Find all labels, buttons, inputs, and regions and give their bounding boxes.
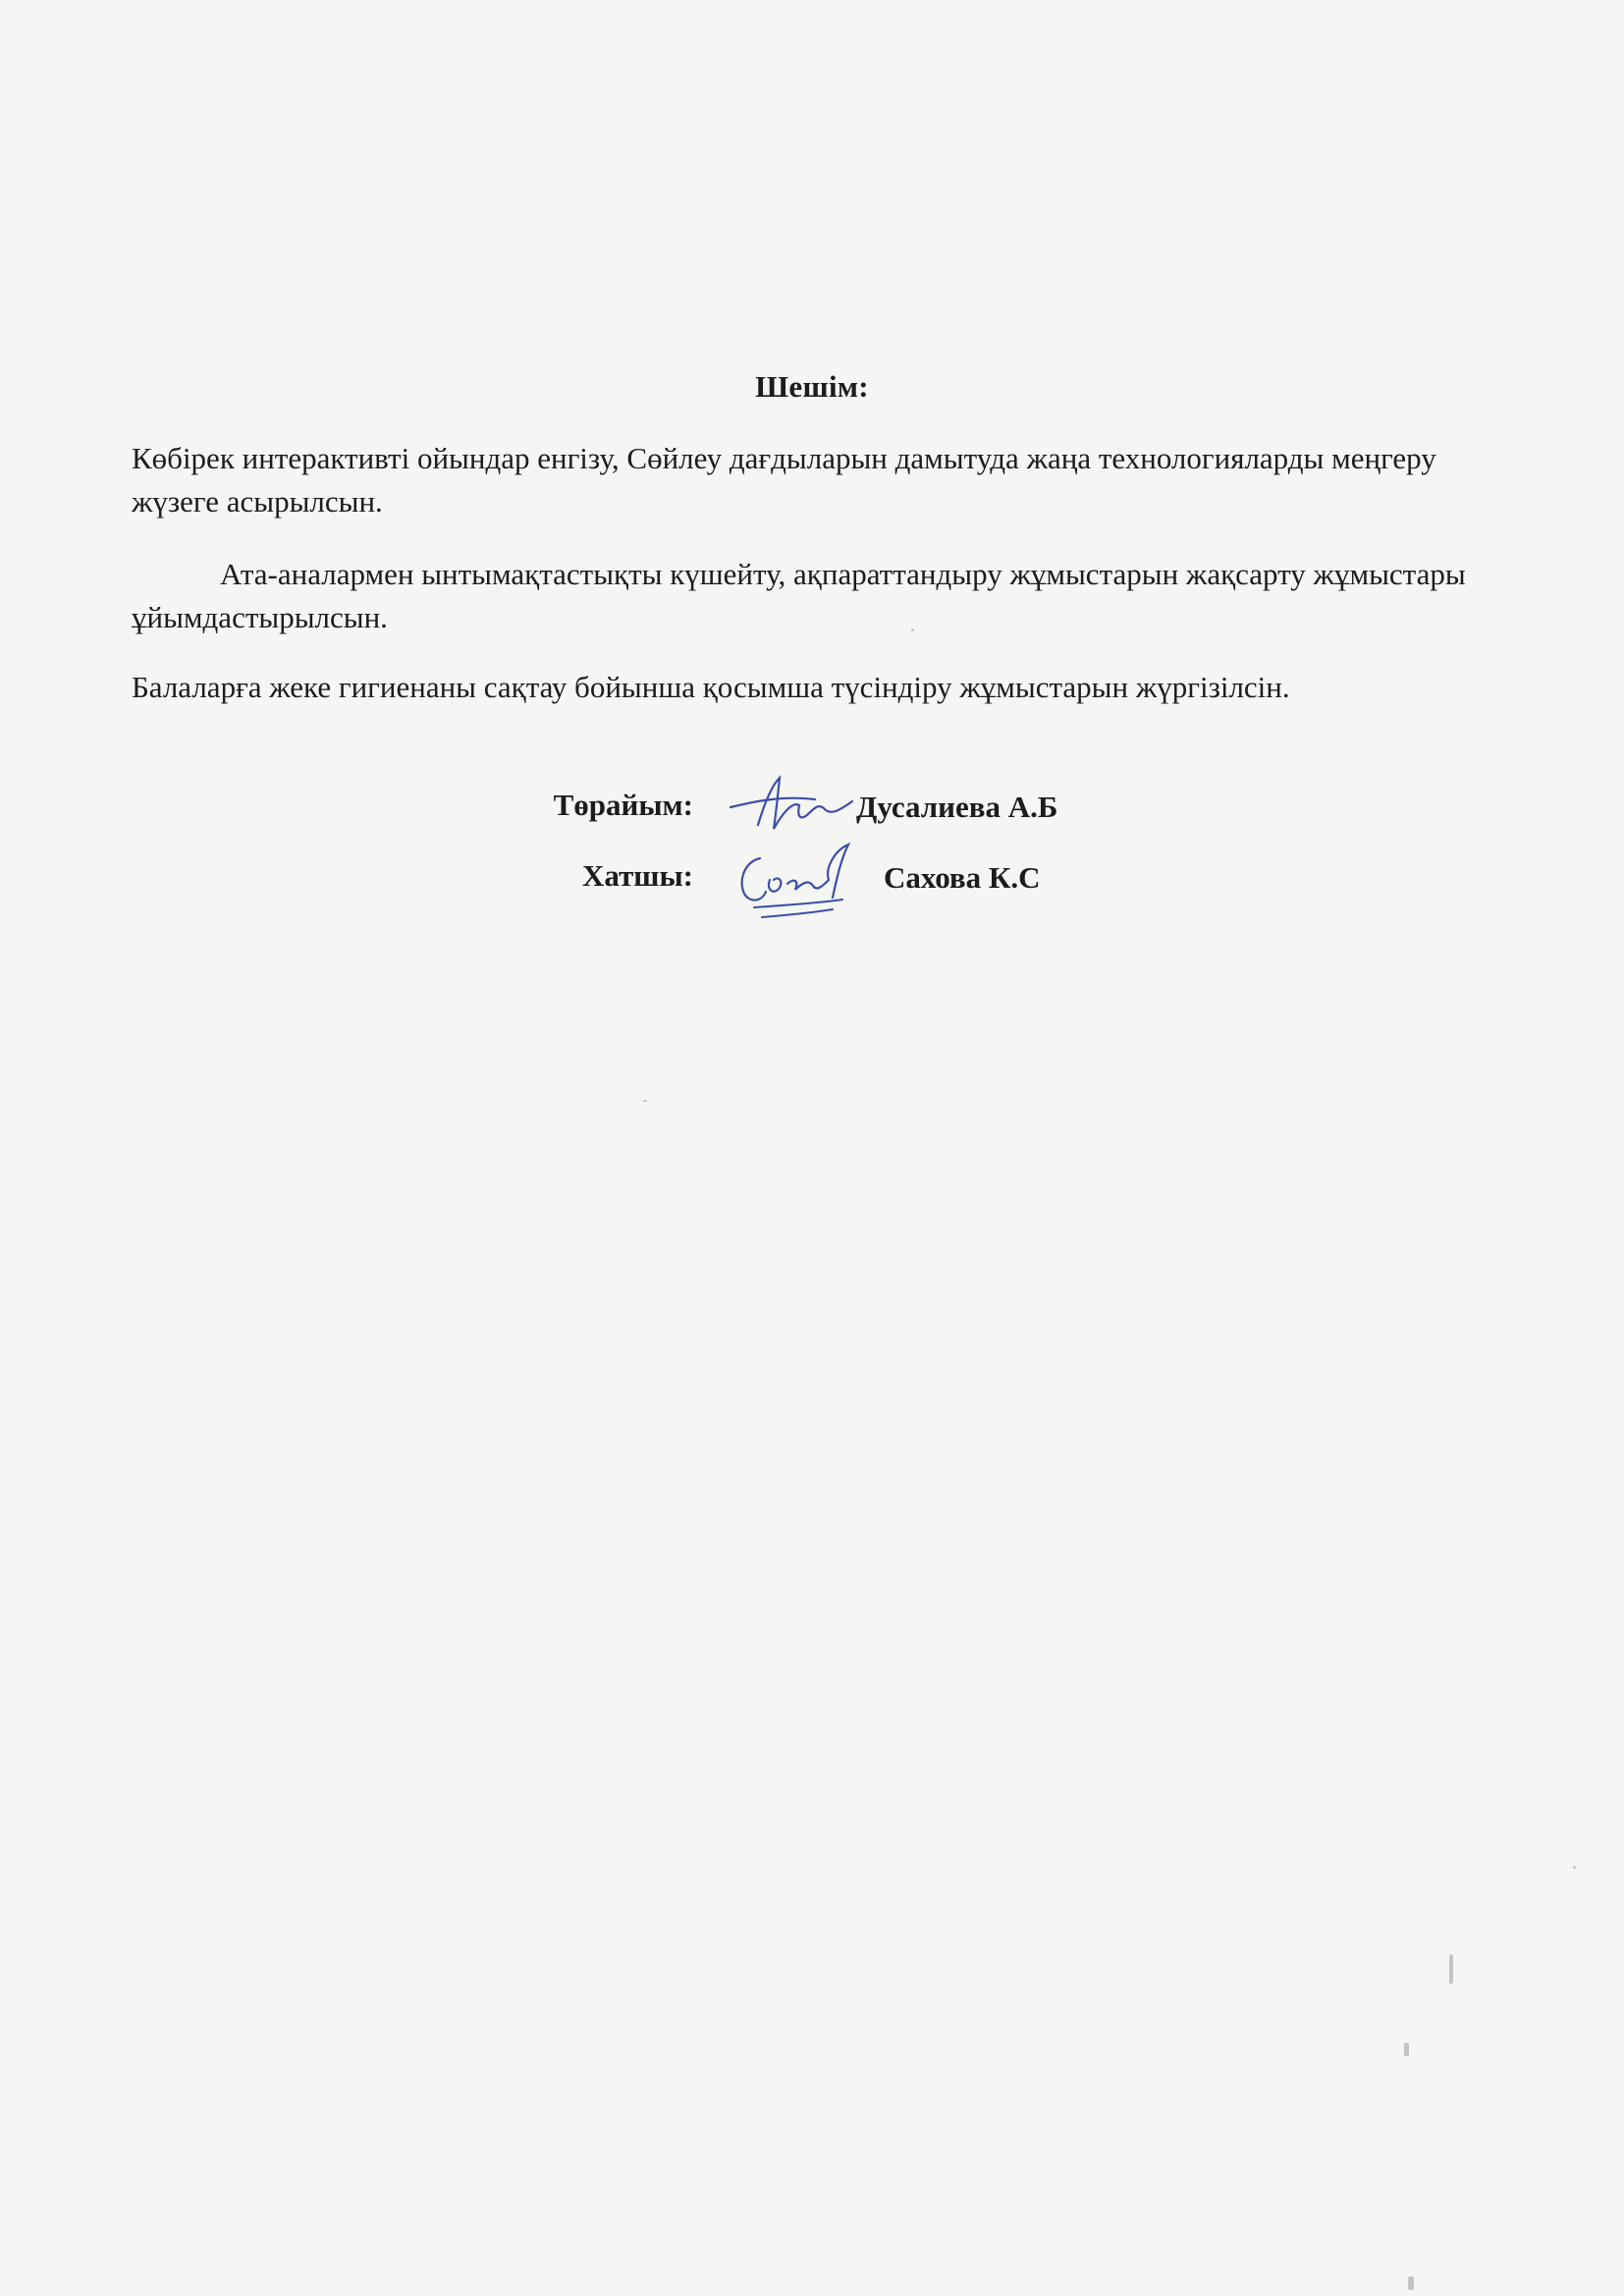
decision-paragraph-3: Балаларға жеке гигиенаны сақтау бойынша қосымша түсіндіру жұмыстарын жүргізілсін. (132, 670, 1290, 704)
chair-label: Төрайым: (553, 788, 693, 822)
chair-signature-icon (725, 772, 872, 841)
secretary-label: Хатшы: (581, 858, 693, 893)
secretary-name: Сахова К.С (884, 860, 1041, 895)
chair-name: Дусалиева А.Б (856, 790, 1058, 824)
scan-speck (1573, 1866, 1576, 1869)
decision-paragraph-2: Ата-аналармен ынтымақтастықты күшейту, ақпараттандыру жұмыстарын жақсарту жұмыстары ұйымдастырылсын. (132, 557, 1466, 634)
decision-paragraph-1: Көбірек интерактивті ойындар енгізу, Сөйлеу дағдыларын дамытуда жаңа технологияларды меңгеру жүзеге асырылсын. (132, 441, 1436, 519)
scan-speck (1449, 1954, 1453, 1984)
scan-speck (1408, 2276, 1414, 2290)
decision-title: Шешім: (755, 369, 869, 404)
scan-speck (643, 1100, 647, 1102)
secretary-signature-icon (727, 841, 874, 939)
scan-speck (1404, 2043, 1409, 2056)
